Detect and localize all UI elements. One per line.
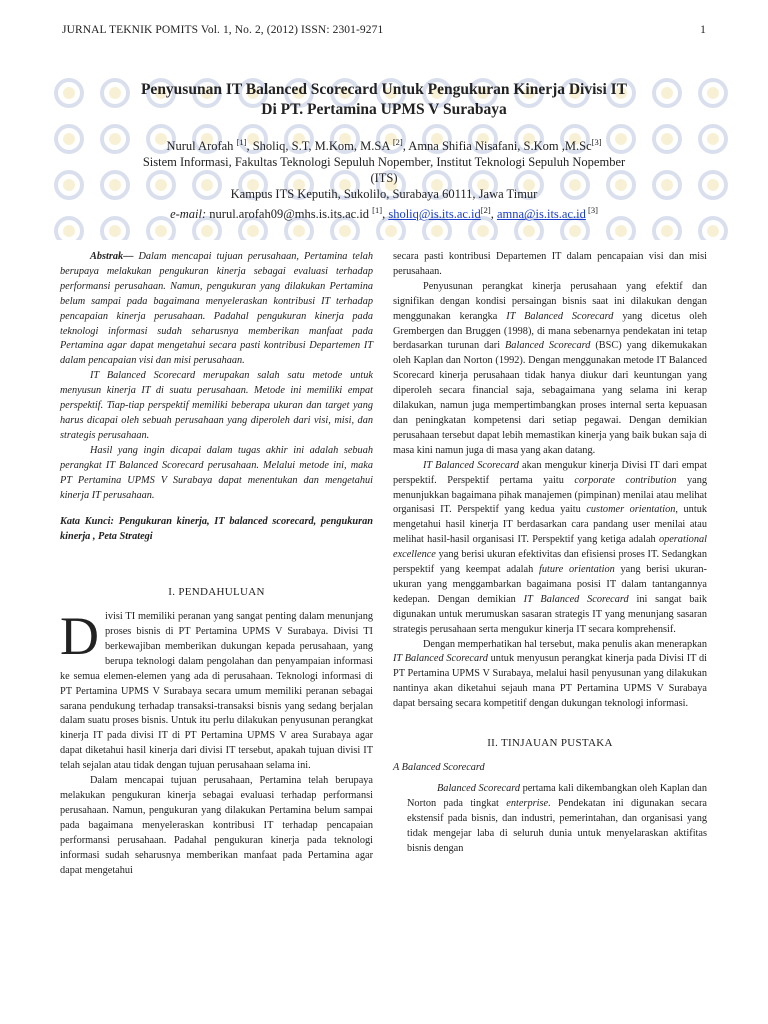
email-separator: , <box>490 207 497 222</box>
abstract-paragraph-3: Hasil yang ingin dicapai dalam tugas akhir ini adalah sebuah perangkat IT Balanced Scorecard perusahaan. Melalui metode ini, maka PT Pertamina UPMS V Surabaya dapat menentukan dan mengetahui kinerja IT perusahaan. <box>60 444 373 501</box>
affiliation: Sistem Informasi, Fakultas Teknologi Sepuluh Nopember, Institut Teknologi Sepuluh Nopember <box>142 155 626 170</box>
email-2-ref: [2] <box>480 205 491 216</box>
text-run: yang berisi ukuran-ukuran yang menggambarkan bagaimana posisi IT dalam tantangannya kedepan. Dengan demikian <box>393 564 707 605</box>
text-run-italic: Balanced Scorecard <box>505 340 591 352</box>
intro-paragraph-5 <box>393 638 707 713</box>
abstract-paragraph-2: IT Balanced Scorecard merupakan salah satu metode untuk menyusun kinerja IT di suatu perusahaan. Metode ini memiliki empat perspektif. Tiap-tiap perspektif memiliki beberapa ukuran dan target yang harus dicapai oleh sebuah perusahaan yang diperoleh dari visi, misi, dan strategis perusahaan. <box>60 370 373 441</box>
author-block <box>40 134 728 222</box>
text-run: . Pendekatan ini digunakan secara ekstensif pada bisnis, dan industri, pemerintahan, dan organisasi yang tidak mengejar laba di seluruh dunia untuk menyelaraskan aktifitas bisnis dengan <box>407 797 707 854</box>
text-run-italic: IT Balanced Scorecard <box>506 310 614 322</box>
text-run: Penyusunan perangkat kinerja perusahaan yang efektif dan signifikan dengan kondisi persaingan bisnis saat ini dilakukan dengan menggunakan kerangka <box>393 280 707 322</box>
title-line-2: Di PT. Pertamina UPMS V Surabaya <box>261 101 507 118</box>
address: Kampus ITS Keputih, Sukolilo, Surabaya 60111, Jawa Timur <box>230 187 538 202</box>
text-run: yang berisi ukuran efektivitas dan efisiensi proses IT. Sedangkan perspektif yang keempat adalah <box>393 549 707 576</box>
text-run: yang menunjukkan bagaimana pihak manajemen (pimpinan) menilai atau melihat organisasi IT. Perspektif yang kedua yaitu <box>393 474 707 516</box>
email-label: e-mail: <box>170 207 207 222</box>
text-run: yang dicetus oleh Grembergen dan Bruggen (1998), di mana sebenarnya pendekatan ini tetap berdasarkan turunan dari <box>393 310 707 352</box>
drop-cap: D <box>60 606 99 667</box>
text-run-italic: corporate contribution <box>574 474 677 486</box>
abstract-label: Abstrak— <box>90 251 134 262</box>
intro-paragraph-4 <box>393 459 707 638</box>
text-run: untuk menyusun perangkat kinerja pada Divisi IT di PT Pertamina UPMS V Surabaya, melalui hasil penyusunan yang dilakukan nantinya akan diketahui sejauh mana PT Pertamina UPMS V Surabaya dapat bersaing secara kompetitif dengan dukungan teknologi informasi. <box>393 653 707 710</box>
email-line <box>40 202 728 222</box>
author-3: , Amna Shifia Nisafani, S.Kom ,M.Sc <box>402 139 592 154</box>
text-run-italic: IT Balanced Scorecard <box>393 653 488 665</box>
text-run: (BSC) yang dikemukakan oleh Kaplan dan Norton (1992). Dengan menggunakan metode IT Balanced Scorecard kinerja perusahaan tidak hanya diukur dari keuntungan yang diperoleh secara financial saja, sebagaimana yang selama ini kerap dilakukan, namun juga mempertimbangkan proses internal serta kepuasan dan peningkatan kompetensi dari setiap pegawai. Dengan demikian perusahaan tersebut dapat lebih memastikan kinerja yang baik bukan saja di masa kini namun juga di masa yang akan datang. <box>393 340 707 456</box>
author-3-ref: [3] <box>591 137 602 147</box>
text-run-italic: IT Balanced Scorecard <box>423 459 519 471</box>
intro-text-1: ivisi TI memiliki peranan yang sangat penting dalam menunjang proses bisnis di PT Pertamina UPMS V Surabaya. Divisi TI berkewajiban memberikan dukungan kepada perusahaan, yang berupa teknologi dalam pengolahan dan penyampaian informasi ke semua elemen-elemen yang ada di perusahaan. Teknologi informasi di PT Pertamina UPMS V Surabaya secara umum memiliki peranan sebagai sarana pendukung terhadap transaksi-transaksi bisnis yang sedang berjalan dalam suatu proses bisnis. Untuk itu perlu dilakukan penyusunan perangkat kinerja IT pada divisi IT di PT Pertamina UPMS V area Surabaya agar dapat diketahui hasil kinerja dari divisi IT tersebut, apakah tujuan divisi IT telah sejalan atau tidak dengan tujuan perusahaan selama ini. <box>60 611 373 772</box>
intro-paragraph-1 <box>60 606 373 774</box>
text-run-italic: Balanced Scorecard <box>437 782 521 794</box>
text-run: Dengan memperhatikan hal tersebut, maka penulis akan menerapkan <box>423 638 707 650</box>
text-run-italic: enterprise <box>506 797 549 809</box>
right-column <box>393 250 707 856</box>
review-paragraph-1 <box>393 782 707 857</box>
email-separator: , <box>382 207 389 222</box>
left-column <box>60 250 373 878</box>
abstract-paragraph-1 <box>60 250 373 369</box>
section-heading-introduction: I. PENDAHULUAN <box>168 586 265 599</box>
intro-paragraph-3 <box>393 280 707 459</box>
text-run: akan mengukur kinerja Divisi IT dari empat perspektif. Perspektif pertama yaitu <box>393 459 707 486</box>
abstract <box>60 250 373 503</box>
affiliation-abbrev: (ITS) <box>370 171 398 186</box>
text-run-italic: customer orientation <box>586 504 676 516</box>
text-run-italic: operational excellence <box>393 534 707 561</box>
journal-info: JURNAL TEKNIK POMITS Vol. 1, No. 2, (2012) ISSN: 2301-9271 <box>62 24 384 36</box>
page-number: 1 <box>700 24 706 36</box>
intro-paragraph-2-cont: secara pasti kontribusi Departemen IT dalam pencapaian visi dan misi perusahaan. <box>393 251 707 277</box>
subsection-heading-balanced-scorecard: A Balanced Scorecard <box>393 762 485 773</box>
email-1: nurul.arofah09@mhs.is.its.ac.id <box>206 207 373 222</box>
text-run-italic: future orientation <box>539 564 615 576</box>
author-1: Nurul Arofah <box>166 139 237 154</box>
email-3-ref: [3] <box>585 205 598 216</box>
author-names <box>40 134 728 154</box>
email-3-link[interactable]: amna@is.its.ac.id <box>496 207 586 222</box>
text-run: , untuk mengetahui hasil kinerja IT berdasarkan cara pandang user menilai atau melihat hasil-hasil organisasi IT. Perspektif yang ketiga adalah <box>393 504 707 546</box>
title-line-1: Penyusunan IT Balanced Scorecard Untuk Pengukuran Kinerja Divisi IT <box>140 81 628 98</box>
running-header <box>62 24 706 36</box>
abstract-text-1: Dalam mencapai tujuan perusahaan, Pertamina telah berupaya melakukan pengukuran kinerja sebagai evaluasi terhadap performansi perusahaan. Namun, pengukuran yang dilakukan Pertamina belum sampai pada bagaimana menyeleraskan kontribusi IT terhadap pencapaian kinerja perusahaan. Padahal pengukuran kinerja pada teknologi informasi sudah seharusnya memberikan manfaat pada Pertamina agar dapat mengetahui secara pasti kontribusi Departemen IT dalam pencapaian visi dan misi perusahaan. <box>60 251 373 367</box>
author-2-ref: [2] <box>392 137 403 147</box>
intro-paragraph-2: Dalam mencapai tujuan perusahaan, Pertamina telah berupaya melakukan pengukuran kinerja sebagai evaluasi terhadap performansi perusahaan. Namun, pengukuran yang dilakukan Pertamina belum sampai pada bagaimana menyeleraskan kontribusi IT terhadap pencapaian performansi perusahaan. Padahal pengukuran kinerja pada teknologi informasi sudah seharusnya memberikan manfaat pada Pertamina agar dapat mengetahui <box>60 775 373 876</box>
section-heading-literature-review: II. TINJAUAN PUSTAKA <box>487 737 613 750</box>
author-2: , Sholiq, S.T, M.Kom, M.SA <box>246 139 393 154</box>
text-run: ini sangat baik digunakan untuk merumuskan sasaran strategis IT yang menunjang sasaran strategis perusahaan serta mengukur kinerja IT secara komprehensif. <box>393 593 707 635</box>
text-run: pertama kali dikembangkan oleh Kaplan dan Norton pada tingkat <box>407 782 708 809</box>
email-2-link[interactable]: sholiq@is.its.ac.id <box>388 207 481 222</box>
paper-title <box>60 80 708 120</box>
text-run-italic: IT Balanced Scorecard <box>523 593 629 605</box>
email-1-ref: [1] <box>372 205 383 216</box>
keywords: Kata Kunci: Pengukuran kinerja, IT balanced scorecard, pengukuran kinerja , Peta Strategi <box>60 516 373 543</box>
author-1-ref: [1] <box>236 137 247 147</box>
